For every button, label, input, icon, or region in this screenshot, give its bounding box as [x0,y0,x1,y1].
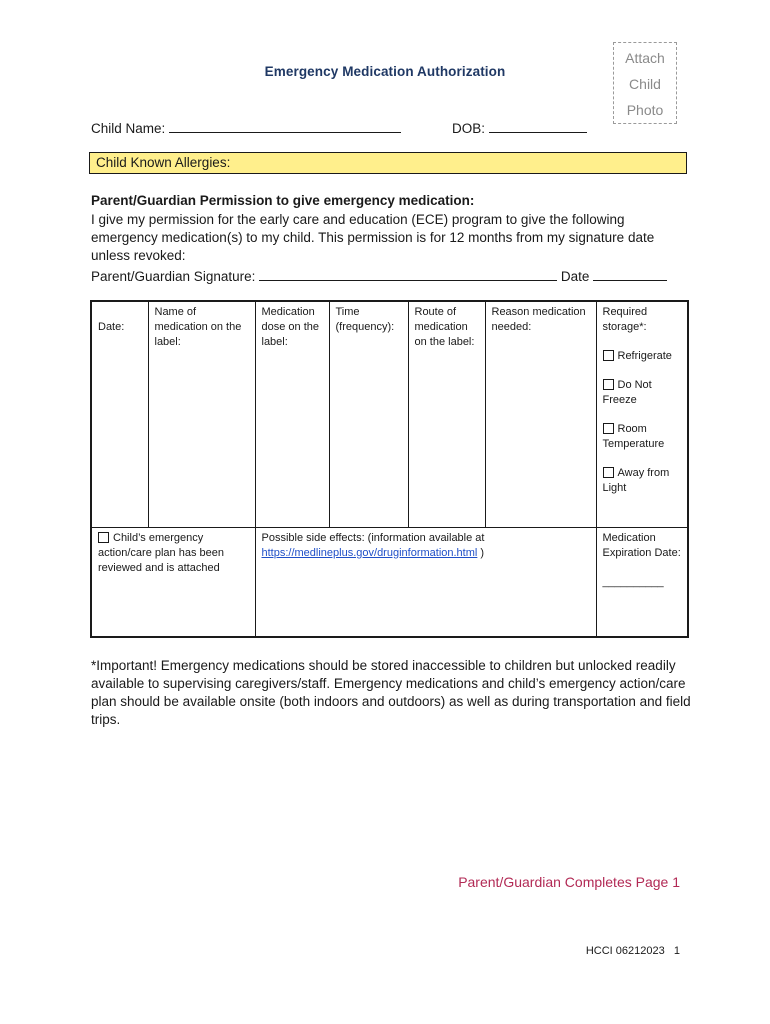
route-cell[interactable] [408,301,485,527]
storage-option-refrigerate[interactable] [603,349,682,364]
signature-field[interactable] [259,266,557,281]
storage-option-label: Away from Light [602,467,670,494]
page-footer [480,945,680,957]
date-cell[interactable] [91,301,148,527]
medication-table [90,300,689,638]
child-name-row [91,118,401,136]
attach-photo-box[interactable] [613,42,677,124]
medication-name-label: Name of medication on the label: [154,306,242,348]
reason-cell[interactable] [485,301,596,527]
signature-date-label: Date [560,269,590,284]
side-effects-close: ) [480,546,485,559]
storage-option-label: Refrigerate [617,350,672,362]
storage-cell [596,301,688,527]
checkbox-icon[interactable] [603,467,614,478]
allergies-field[interactable] [89,152,687,174]
checkbox-icon[interactable] [603,350,614,361]
storage-option-label: Room Temperature [602,423,665,450]
checkbox-icon[interactable] [603,423,614,434]
signature-label: Parent/Guardian Signature: [91,269,256,284]
signature-date-field[interactable] [593,266,667,281]
frequency-cell[interactable] [329,301,408,527]
checkbox-icon[interactable] [603,379,614,390]
permission-heading: Parent/Guardian Permission to give emergency medication: [91,193,475,208]
photo-box-line: Photo [626,102,664,118]
signature-row [91,266,667,284]
reason-label: Reason medication needed: [491,306,586,333]
side-effects-label: Possible side effects: (information available at [261,531,485,544]
dob-field[interactable] [489,118,587,133]
permission-text: I give my permission for the early care and education (ECE) program to give the following emergency medication(s) to my child. This permission is for 12 months from my signature date unless revoked: [91,212,655,263]
table-row [91,301,688,527]
completes-note: Parent/Guardian Completes Page 1 [458,874,680,890]
checkbox-icon[interactable] [98,532,109,543]
dose-label: Medication dose on the label: [261,306,319,348]
storage-option-do-not-freeze[interactable] [603,378,682,408]
care-plan-label: Child’s emergency action/care plan has been reviewed and is attached [98,531,224,574]
dose-cell[interactable] [255,301,329,527]
medication-name-cell[interactable] [148,301,255,527]
page-title: Emergency Medication Authorization [264,64,506,79]
dob-label: DOB: [452,121,486,136]
photo-box-line: Attach [625,50,665,66]
child-name-field[interactable] [169,118,401,133]
page-number: 1 [673,945,680,957]
storage-option-label: Do Not Freeze [602,379,652,406]
important-note: *Important! Emergency medications should be stored inaccessible to children but unlocked readily available to supervising caregivers/staff. Emergency medications and child’s emergency action/care plan should be available onsite (both indoors and outdoors) as well as during transportation and field trips. [91,658,691,727]
storage-option-room-temperature[interactable] [603,422,682,452]
expiration-blank: __________ [602,575,664,588]
care-plan-cell [91,527,255,637]
date-label: Date: [98,321,125,333]
child-name-label: Child Name: [91,121,166,136]
frequency-label: Time (frequency): [335,306,395,333]
allergies-label: Child Known Allergies: [96,155,231,170]
storage-option-away-from-light[interactable] [603,466,682,496]
photo-box-line: Child [629,76,661,92]
medlineplus-link[interactable]: https://medlineplus.gov/druginformation.html [261,546,478,559]
side-effects-cell[interactable] [255,527,596,637]
expiration-cell[interactable] [596,527,688,637]
dob-row [452,118,587,136]
storage-label: Required storage*: [602,306,648,333]
footer-code: HCCI 06212023 [585,945,665,957]
expiration-label: Medication Expiration Date: [602,531,681,559]
table-row [91,527,688,637]
route-label: Route of medication on the label: [414,306,475,348]
